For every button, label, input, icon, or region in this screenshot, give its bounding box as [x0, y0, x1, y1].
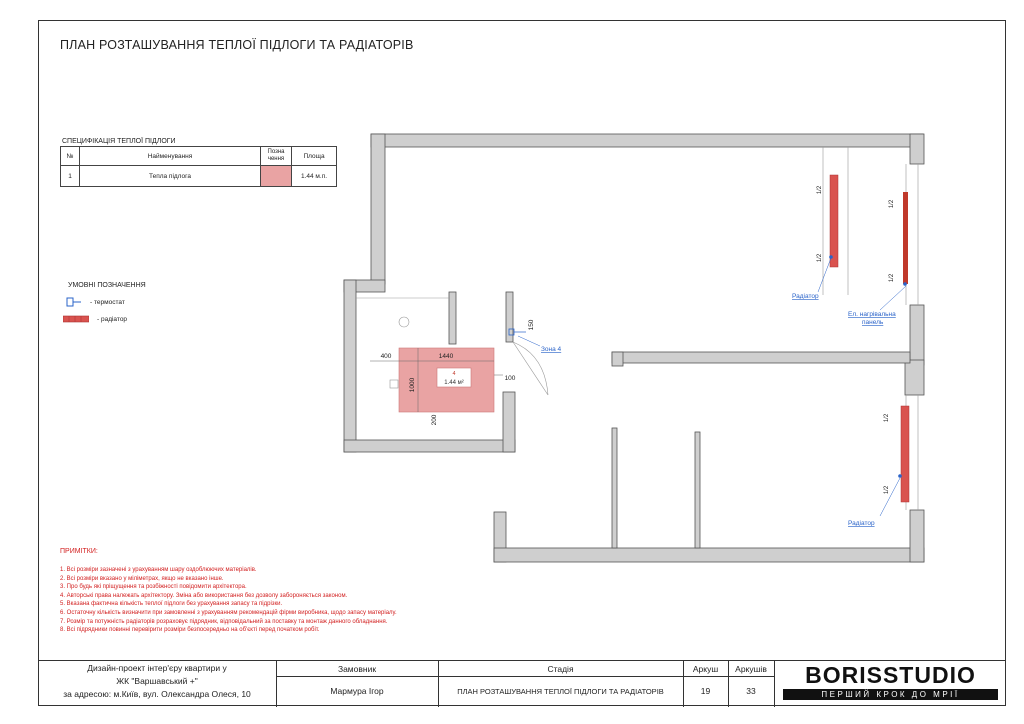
dim-400: 400	[380, 353, 392, 360]
radiator-2-valve-icon	[898, 474, 902, 478]
project-line2: ЖК "Варшавський +"	[116, 676, 198, 686]
logo-tagline: ПЕРШИЙ КРОК ДО МРІЇ	[783, 689, 998, 700]
half-label-2: 1/2	[817, 253, 823, 263]
wall-bottom-left	[344, 440, 515, 452]
panel-label-line1: Ел. нагрівальна	[848, 311, 896, 318]
radiator-1	[830, 175, 838, 267]
spec-cell-area: 1.44 м.п.	[292, 166, 337, 187]
dim-100: 100	[504, 375, 516, 382]
note-item: 4. Авторські права належать архітектору. Зміна або використання без дозволу забороняється законом.	[60, 592, 348, 599]
spec-header-area: Площа	[292, 147, 337, 166]
wall-corridor-2	[695, 432, 700, 548]
project-line1: Дизайн-проект інтер'єру квартири у	[87, 663, 227, 673]
wall-bath-inner	[449, 292, 456, 344]
logo-text: BORISSTUDIO	[805, 662, 976, 688]
dim-1000: 1000	[409, 377, 416, 393]
wall-top	[371, 134, 923, 147]
wall-left-upper	[371, 134, 385, 284]
note-item: 7. Розмір та потужність радіаторів розраховує підрядник, відповідальний за поставку та монтаж данного обладнання.	[60, 618, 388, 625]
sheets-total: 33	[746, 686, 756, 696]
dim-150: 150	[528, 319, 535, 331]
spec-cell-num: 1	[61, 166, 80, 187]
wall-bottom	[494, 548, 924, 562]
dim-200: 200	[431, 414, 438, 426]
zone-label: Зона 4	[541, 346, 562, 353]
note-item: 5. Вказана фактична кількість теплої підлоги без урахування запасу та підрізки.	[60, 601, 283, 608]
fixture-icon	[399, 317, 409, 327]
notes-list	[60, 566, 397, 635]
half-label-5: 1/2	[884, 413, 890, 423]
legend-label-thermostat: - термостат	[90, 298, 125, 306]
legend-label-radiator: - радіатор	[97, 315, 128, 323]
wall-right-top	[910, 134, 924, 164]
legend-title: УМОВНІ ПОЗНАЧЕННЯ	[68, 282, 146, 289]
note-item: 2. Всі розміри вказано у міліметрах, якщо не вказано інше.	[60, 575, 224, 582]
dim-1440: 1440	[438, 353, 454, 360]
panel-label-line2: панель	[862, 319, 884, 326]
customer-header: Замовник	[337, 664, 377, 674]
spec-header-name: Найменування	[80, 147, 261, 166]
half-label-6: 1/2	[884, 485, 890, 495]
wall-right-bottom	[910, 510, 924, 562]
brand-logo	[783, 662, 998, 700]
spec-header-mark: Позна чення	[261, 147, 292, 166]
wall-partition-end	[612, 352, 623, 366]
zone-number: 4	[452, 371, 456, 377]
wall-right-mid	[910, 305, 924, 365]
sheets-header: Аркушів	[735, 664, 767, 674]
radiator-label-1: Радіатор	[792, 293, 819, 300]
half-label-3: 1/2	[889, 199, 895, 209]
note-item: 1. Всі розміри зазначені з урахуванням шару оздоблюючих матеріалів.	[60, 567, 257, 573]
zone-area: 1.44 м²	[444, 380, 464, 386]
wall-bath-door	[506, 292, 513, 342]
wall-corridor-1	[612, 428, 617, 548]
radiator-label-2: Радіатор	[848, 520, 875, 527]
stage-value: ПЛАН РОЗТАШУВАННЯ ТЕПЛОЇ ПІДЛОГИ ТА РАДІАТОРІВ	[457, 687, 664, 696]
page-title: ПЛАН РОЗТАШУВАННЯ ТЕПЛОЇ ПІДЛОГИ ТА РАДІАТОРІВ	[60, 38, 414, 52]
panel-valve-icon	[903, 282, 907, 286]
stage-header: Стадія	[547, 664, 574, 674]
customer-name: Мармура Ігор	[330, 686, 384, 696]
wall-bath-right	[503, 392, 515, 452]
notes-title: ПРИМІТКИ:	[60, 548, 98, 555]
wall-partition	[612, 352, 910, 363]
spec-title: СПЕЦИФІКАЦІЯ ТЕПЛОЇ ПІДЛОГИ	[62, 138, 176, 145]
note-item: 6. Остаточну кількість визначити при замовленні з урахуванням рекомендацій фірми виробника, щодо запасу матеріалу.	[60, 609, 397, 616]
wall-left-lower	[344, 280, 356, 452]
radiator-2	[901, 406, 909, 502]
sheet-number: 19	[700, 686, 711, 696]
heating-panel	[903, 192, 908, 284]
project-line3: за адресою: м.Київ, вул. Олександра Олеся, 10	[63, 689, 251, 699]
sheet-header: Аркуш	[692, 664, 719, 674]
spec-header-num: №	[61, 147, 80, 166]
half-label-1: 1/2	[817, 185, 823, 195]
half-label-4: 1/2	[889, 273, 895, 283]
note-item: 8. Всі підрядники повинні перевірити розміри безпосередньо на об'єкті перед початком робіт.	[60, 627, 320, 634]
wall-right-jog	[905, 360, 924, 395]
spec-cell-name: Тепла підлога	[80, 166, 261, 187]
note-item: 3. Про будь які пріщущення та розбіжності повідомити архітектора.	[60, 584, 247, 591]
